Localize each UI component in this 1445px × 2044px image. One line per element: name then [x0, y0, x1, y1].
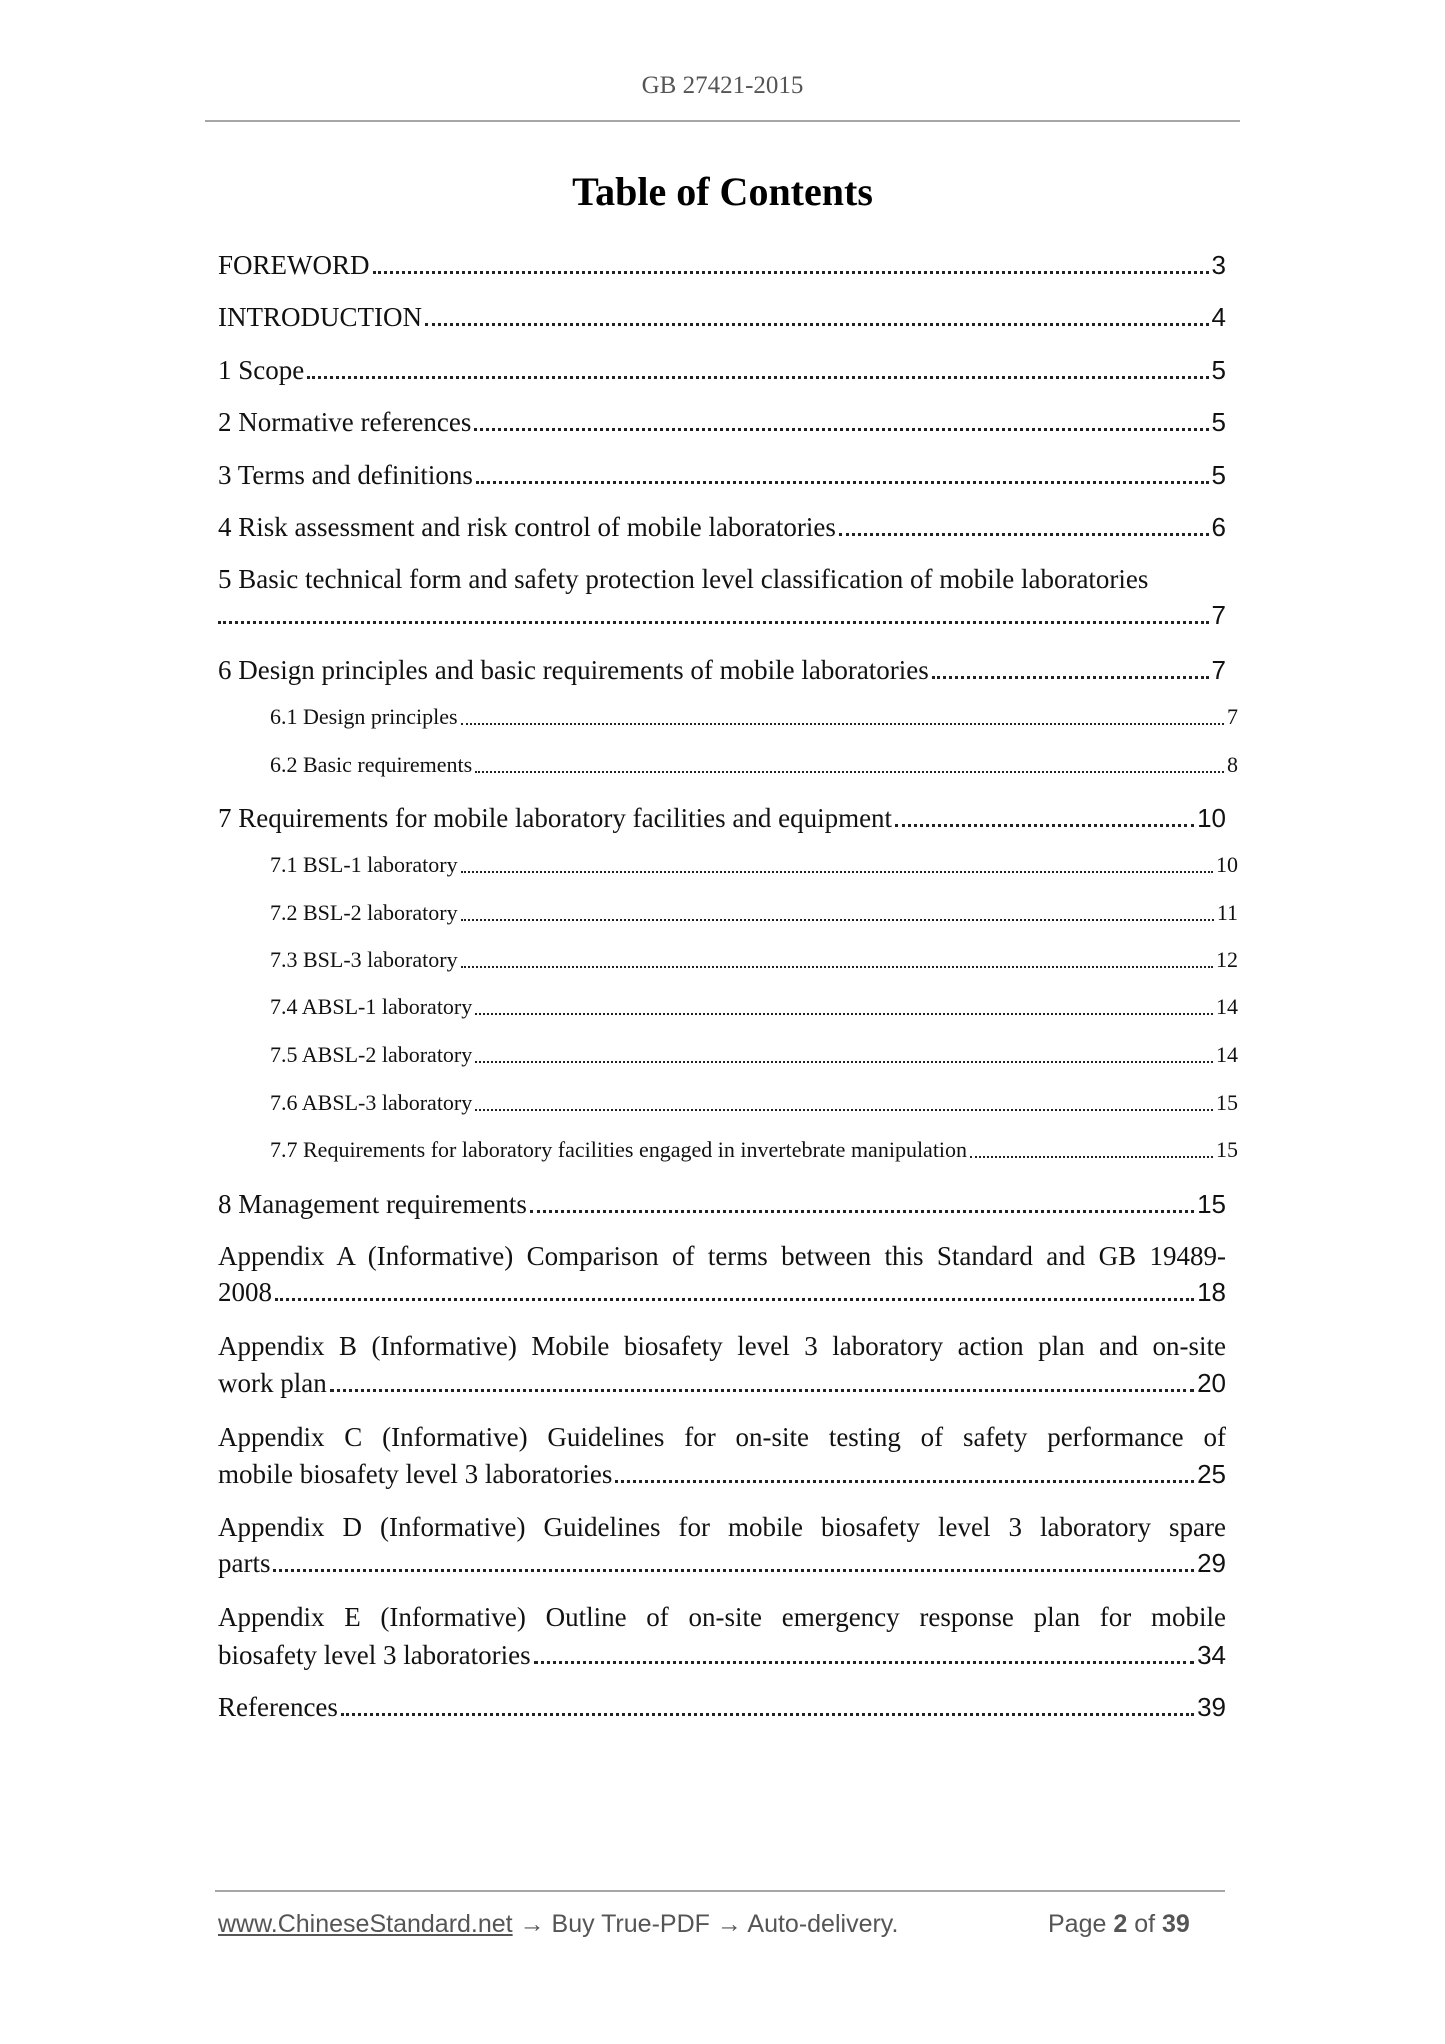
- toc-entry-foreword[interactable]: [218, 247, 1226, 283]
- header-rule: [205, 120, 1240, 122]
- toc-entry-scope[interactable]: [218, 352, 1226, 388]
- footer-rule: [215, 1890, 1225, 1892]
- toc-label: 7.2 BSL-2 laboratory: [270, 900, 458, 925]
- toc-page-number: 15: [1197, 1189, 1226, 1219]
- toc-page-number: 8: [1227, 752, 1238, 777]
- toc-entry-7-6[interactable]: [270, 1088, 1238, 1118]
- toc-entry-basic-technical-form-line1[interactable]: [218, 561, 1226, 597]
- toc-label: INTRODUCTION: [218, 302, 422, 332]
- toc-entry-terms-definitions[interactable]: [218, 457, 1226, 493]
- dot-leader: [425, 323, 1209, 326]
- toc-page-number: 10: [1197, 803, 1226, 833]
- toc-page-number: 6: [1211, 512, 1226, 542]
- toc-entry-appendix-a-line2[interactable]: [218, 1274, 1226, 1310]
- dot-leader: [839, 533, 1209, 536]
- toc-label: 7.4 ABSL-1 laboratory: [270, 994, 473, 1019]
- toc-label: 7 Requirements for mobile laboratory facilities and equipment: [218, 803, 893, 833]
- toc-entry-6-1[interactable]: [270, 702, 1238, 732]
- dot-leader: [970, 1156, 1213, 1158]
- toc-label: parts: [218, 1548, 271, 1578]
- toc-page-number: 20: [1197, 1368, 1226, 1398]
- running-header: GB 27421-2015: [641, 72, 804, 99]
- toc-page-number: 15: [1216, 1137, 1238, 1162]
- toc-label: 7.5 ABSL-2 laboratory: [270, 1042, 473, 1067]
- toc-entry-7-3[interactable]: [270, 945, 1238, 975]
- toc-page-number: 7: [1211, 655, 1226, 685]
- page-prefix: Page: [1048, 1910, 1114, 1938]
- toc-page-number: 5: [1211, 355, 1226, 385]
- dot-leader: [475, 1061, 1213, 1063]
- toc-label: 2 Normative references: [218, 407, 472, 437]
- toc-label: 3 Terms and definitions: [218, 460, 473, 490]
- toc-label: FOREWORD: [218, 250, 370, 280]
- page-title: Table of Contents: [572, 169, 873, 214]
- toc-entry-appendix-d-line1[interactable]: [218, 1509, 1226, 1545]
- toc-entry-7-5[interactable]: [270, 1040, 1238, 1070]
- toc-label: 7.3 BSL-3 laboratory: [270, 947, 458, 972]
- dot-leader: [461, 723, 1224, 725]
- toc-entry-6-2[interactable]: [270, 750, 1238, 780]
- toc-label: 2008: [218, 1277, 272, 1307]
- dot-leader: [474, 428, 1208, 431]
- dot-leader: [273, 1569, 1194, 1572]
- dot-leader: [461, 871, 1213, 873]
- dot-leader: [932, 676, 1209, 679]
- toc-entry-appendix-a-line1[interactable]: [218, 1238, 1226, 1274]
- website-link[interactable]: www.ChineseStandard.net: [218, 1910, 513, 1938]
- toc-label: References: [218, 1692, 338, 1722]
- toc-page-number: 4: [1211, 302, 1226, 332]
- toc-entry-appendix-e-line1[interactable]: [218, 1599, 1226, 1635]
- toc-entry-7-1[interactable]: [270, 850, 1238, 880]
- toc-entry-appendix-e-line2[interactable]: [218, 1637, 1226, 1673]
- toc-entry-appendix-d-line2[interactable]: [218, 1545, 1226, 1581]
- toc-page-number: 5: [1211, 460, 1226, 490]
- toc-label: 7.7 Requirements for laboratory facilities engaged in invertebrate manipulation: [270, 1137, 968, 1162]
- toc-page-number: 18: [1197, 1277, 1226, 1307]
- toc-page-number: 5: [1211, 407, 1226, 437]
- toc-page-number: 11: [1216, 900, 1238, 925]
- toc-label: 6.1 Design principles: [270, 704, 458, 729]
- dot-leader: [330, 1389, 1194, 1392]
- toc-label: 6 Design principles and basic requirements of mobile laboratories: [218, 655, 929, 685]
- dot-leader: [307, 376, 1208, 379]
- dot-leader: [534, 1661, 1194, 1664]
- dot-leader: [341, 1713, 1194, 1716]
- toc-label: 8 Management requirements: [218, 1189, 527, 1219]
- page-separator: of: [1127, 1910, 1162, 1938]
- dot-leader: [218, 621, 1209, 624]
- dot-leader: [275, 1298, 1194, 1301]
- dot-leader: [461, 966, 1213, 968]
- toc-label: 1 Scope: [218, 355, 305, 385]
- dot-leader: [615, 1480, 1194, 1483]
- toc-page-number: 3: [1211, 250, 1226, 280]
- toc-label: 4 Risk assessment and risk control of mobile laboratories: [218, 512, 836, 542]
- toc-entry-management-requirements[interactable]: [218, 1186, 1226, 1222]
- dot-leader: [475, 771, 1224, 773]
- total-pages: 39: [1162, 1910, 1190, 1938]
- toc-entry-normative-references[interactable]: [218, 404, 1226, 440]
- toc-entry-7-2[interactable]: [270, 898, 1238, 928]
- toc-label: 7.6 ABSL-3 laboratory: [270, 1090, 473, 1115]
- toc-label: mobile biosafety level 3 laboratories: [218, 1459, 613, 1489]
- toc-label: Appendix B (Informative) Mobile biosafety level 3 laboratory action plan and on-site: [218, 1331, 1226, 1361]
- current-page-number: 2: [1113, 1910, 1128, 1938]
- toc-page-number: 25: [1197, 1459, 1226, 1489]
- toc-label: Appendix E (Informative) Outline of on-site emergency response plan for mobile: [218, 1602, 1226, 1632]
- dot-leader: [530, 1210, 1194, 1213]
- toc-label: Appendix A (Informative) Comparison of terms between this Standard and GB 19489-: [218, 1241, 1226, 1271]
- toc-page-number: 34: [1197, 1640, 1226, 1670]
- toc-page-number: 14: [1216, 1042, 1238, 1067]
- toc-label: 7.1 BSL-1 laboratory: [270, 852, 458, 877]
- dot-leader: [461, 919, 1214, 921]
- dot-leader: [373, 271, 1209, 274]
- toc-page-number: 14: [1216, 994, 1238, 1019]
- toc-entry-basic-technical-form-line2[interactable]: [218, 597, 1226, 633]
- toc-page-number: 39: [1197, 1692, 1226, 1722]
- toc-label: 5 Basic technical form and safety protection level classification of mobile laboratories: [218, 564, 1149, 594]
- toc-entry-appendix-b-line1[interactable]: [218, 1328, 1226, 1364]
- toc-page-number: 7: [1211, 600, 1226, 630]
- toc-entry-appendix-c-line1[interactable]: [218, 1419, 1226, 1455]
- toc-label: Appendix D (Informative) Guidelines for mobile biosafety level 3 laboratory spare: [218, 1512, 1226, 1542]
- toc-page-number: 10: [1216, 852, 1238, 877]
- toc-page-number: 7: [1227, 704, 1238, 729]
- dot-leader: [475, 1013, 1213, 1015]
- page-footer: [218, 1910, 1218, 1944]
- toc-entry-appendix-b-line2[interactable]: [218, 1365, 1226, 1401]
- toc-label: biosafety level 3 laboratories: [218, 1640, 531, 1670]
- dot-leader: [476, 481, 1209, 484]
- toc-label: 6.2 Basic requirements: [270, 752, 473, 777]
- toc-entry-7-4[interactable]: [270, 992, 1238, 1022]
- toc-entry-7-7[interactable]: [270, 1135, 1238, 1165]
- toc-label: work plan: [218, 1368, 327, 1398]
- toc-entry-references[interactable]: [218, 1689, 1226, 1725]
- dot-leader: [475, 1109, 1213, 1111]
- toc-entry-design-principles[interactable]: [218, 652, 1226, 688]
- toc-page-number: 29: [1197, 1548, 1226, 1578]
- dot-leader: [895, 824, 1194, 827]
- toc-page-number: 12: [1216, 947, 1238, 972]
- toc-page-number: 15: [1216, 1090, 1238, 1115]
- toc-entry-appendix-c-line2[interactable]: [218, 1456, 1226, 1492]
- page-indicator: [1048, 1910, 1190, 1939]
- toc-entry-risk-assessment[interactable]: [218, 509, 1226, 545]
- footer-promo-text: → Buy True-PDF → Auto-delivery.: [512, 1910, 899, 1938]
- toc-entry-introduction[interactable]: [218, 299, 1226, 335]
- toc-entry-facilities-equipment[interactable]: [218, 800, 1226, 836]
- toc-label: Appendix C (Informative) Guidelines for on-site testing of safety performance of: [218, 1422, 1226, 1452]
